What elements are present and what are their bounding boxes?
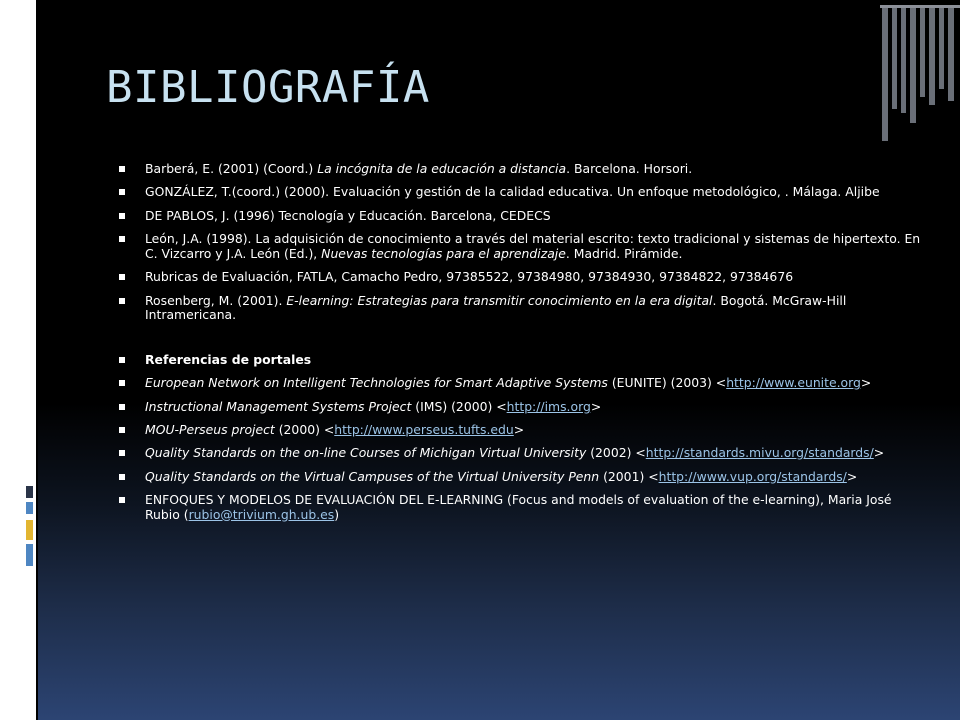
reference-item: León, J.A. (1998). La adquisición de conocimiento a través del material escrito: texto tradicional y sistemas de hipertexto. En C. Vizcarro y J.A. León (Ed.), Nuevas tecnologías para el aprendizaje. Madrid. Pirámide. bbox=[115, 232, 923, 261]
left-white-band bbox=[0, 0, 36, 720]
portal-link-ims[interactable]: http://ims.org bbox=[506, 398, 591, 414]
bullet-icon bbox=[119, 357, 125, 363]
portal-item: MOU-Perseus project (2000) <http://www.perseus.tufts.edu> bbox=[115, 423, 923, 438]
bullet-icon bbox=[119, 213, 125, 219]
reference-item: Rosenberg, M. (2001). E-learning: Estrategias para transmitir conocimiento en la era digital. Bogotá. McGraw-Hill Intramericana. bbox=[115, 294, 923, 323]
bullet-icon bbox=[119, 427, 125, 433]
bullet-icon bbox=[119, 404, 125, 410]
bullet-icon bbox=[119, 497, 125, 503]
side-color-marks bbox=[26, 486, 34, 606]
bullet-icon bbox=[119, 166, 125, 172]
reference-item: Rubricas de Evaluación, FATLA, Camacho Pedro, 97385522, 97384980, 97384930, 97384822, 97384676 bbox=[115, 270, 923, 285]
slide-title: BIBLIOGRAFÍA bbox=[106, 62, 430, 113]
slide bbox=[38, 0, 960, 720]
bullet-icon bbox=[119, 450, 125, 456]
portals-heading-item bbox=[115, 353, 923, 368]
portal-item: European Network on Intelligent Technologies for Smart Adaptive Systems (EUNITE) (2003) <http://www.eunite.org> bbox=[115, 376, 923, 391]
bullet-icon bbox=[119, 274, 125, 280]
portals-heading: Referencias de portales bbox=[145, 351, 312, 367]
blue-mark bbox=[26, 544, 33, 566]
portal-link-eunite[interactable]: http://www.eunite.org bbox=[726, 375, 861, 391]
portal-link-perseus[interactable]: http://www.perseus.tufts.edu bbox=[334, 421, 514, 437]
portal-item: Quality Standards on the on-line Courses of Michigan Virtual University (2002) <http://standards.mivu.org/standards/> bbox=[115, 446, 923, 461]
reference-item: GONZÁLEZ, T.(coord.) (2000). Evaluación y gestión de la calidad educativa. Un enfoque metodológico, . Málaga. Aljibe bbox=[115, 185, 923, 200]
email-link[interactable]: rubio@trivium.gh.ub.es bbox=[188, 506, 335, 522]
portal-item: Instructional Management Systems Project (IMS) (2000) <http://ims.org> bbox=[115, 400, 923, 415]
reference-item: Barberá, E. (2001) (Coord.) La incógnita de la educación a distancia. Barcelona. Horsori. bbox=[115, 162, 923, 177]
corner-decoration bbox=[880, 0, 960, 188]
reference-item: ENFOQUES Y MODELOS DE EVALUACIÓN DEL E-LEARNING (Focus and models of evaluation of the e-learning), Maria José Rubio (rubio@trivium.gh.ub.es) bbox=[115, 493, 923, 522]
portal-link-mivu[interactable]: http://standards.mivu.org/standards/ bbox=[645, 445, 874, 461]
bullet-icon bbox=[119, 298, 125, 304]
blue-mark bbox=[26, 502, 33, 514]
portal-link-vup[interactable]: http://www.vup.org/standards/ bbox=[658, 468, 847, 484]
bullet-icon bbox=[119, 189, 125, 195]
bullet-icon bbox=[119, 380, 125, 386]
portal-item: Quality Standards on the Virtual Campuses of the Virtual University Penn (2001) <http://www.vup.org/standards/> bbox=[115, 470, 923, 485]
bullet-icon bbox=[119, 474, 125, 480]
bullet-icon bbox=[119, 236, 125, 242]
yellow-mark bbox=[26, 520, 33, 540]
dark-mark bbox=[26, 486, 33, 498]
reference-item: DE PABLOS, J. (1996) Tecnología y Educación. Barcelona, CEDECS bbox=[115, 209, 923, 224]
bibliography-body bbox=[115, 162, 923, 531]
